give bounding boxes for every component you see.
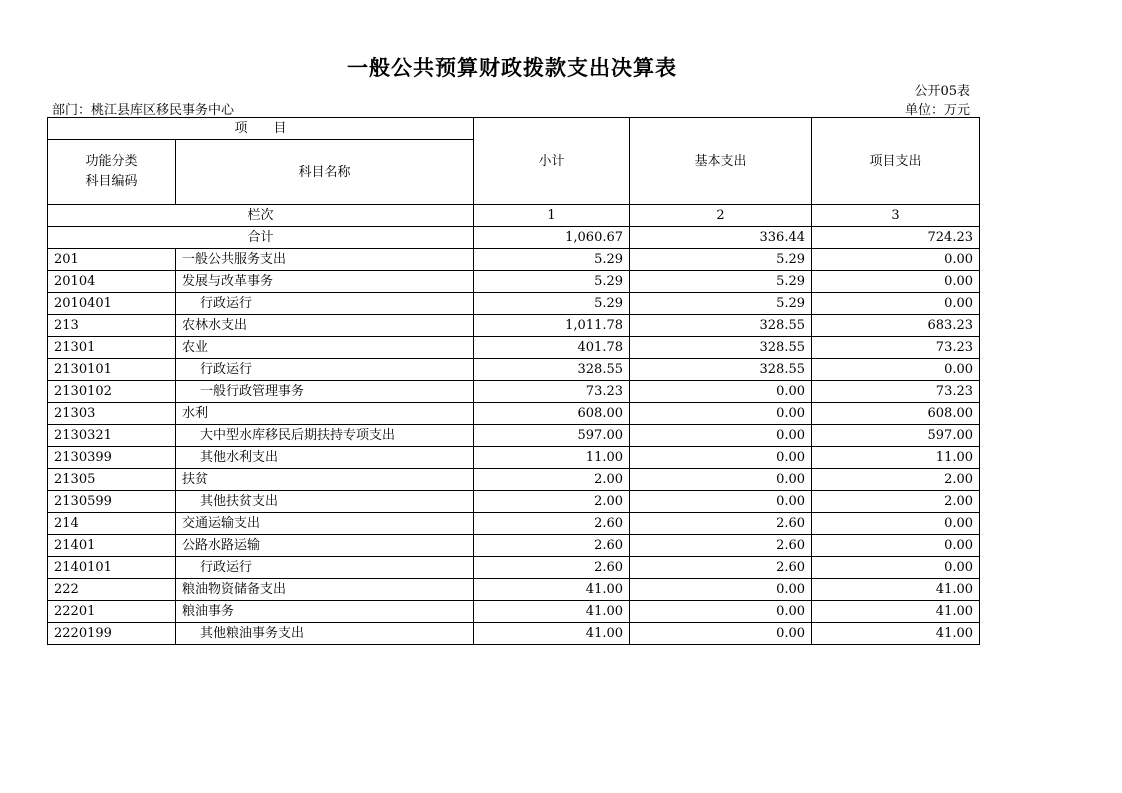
row-name: 农业 <box>176 337 474 359</box>
page-title: 一般公共预算财政拨款支出决算表 <box>347 55 677 80</box>
form-number: 公开05表 <box>914 84 970 99</box>
row-name: 大中型水库移民后期扶持专项支出 <box>176 425 474 447</box>
row-project: 608.00 <box>812 403 980 425</box>
header-project: 项目支出 <box>812 118 980 205</box>
row-code: 2130599 <box>48 491 176 513</box>
row-project: 11.00 <box>812 447 980 469</box>
unit-label: 单位：万元 <box>904 103 970 118</box>
col-label: 栏次 <box>48 205 474 227</box>
row-project: 73.23 <box>812 337 980 359</box>
table-row <box>48 271 980 293</box>
table-row <box>48 359 980 381</box>
row-code: 213 <box>48 315 176 337</box>
row-subtotal: 2.60 <box>474 557 630 579</box>
row-subtotal: 2.00 <box>474 469 630 491</box>
row-name: 粮油物资储备支出 <box>176 579 474 601</box>
row-code: 2140101 <box>48 557 176 579</box>
row-subtotal: 401.78 <box>474 337 630 359</box>
row-project: 0.00 <box>812 535 980 557</box>
row-name: 行政运行 <box>176 359 474 381</box>
table-row <box>48 469 980 491</box>
table-row <box>48 293 980 315</box>
table-row <box>48 623 980 645</box>
row-subtotal: 5.29 <box>474 293 630 315</box>
row-name: 扶贫 <box>176 469 474 491</box>
row-code: 201 <box>48 249 176 271</box>
row-basic: 328.55 <box>630 359 812 381</box>
row-code: 21301 <box>48 337 176 359</box>
col-1: 1 <box>474 205 630 227</box>
row-code: 214 <box>48 513 176 535</box>
row-subtotal: 597.00 <box>474 425 630 447</box>
row-subtotal: 41.00 <box>474 623 630 645</box>
row-project: 0.00 <box>812 271 980 293</box>
table-row <box>48 381 980 403</box>
header-basic: 基本支出 <box>630 118 812 205</box>
row-code: 2130102 <box>48 381 176 403</box>
row-basic: 328.55 <box>630 315 812 337</box>
header-item: 项 目 <box>48 118 474 140</box>
header-func-code-line2: 科目编码 <box>85 174 138 189</box>
table-row <box>48 447 980 469</box>
department-label: 部门：桃江县库区移民事务中心 <box>52 103 235 118</box>
row-project: 41.00 <box>812 601 980 623</box>
row-basic: 2.60 <box>630 513 812 535</box>
col-2: 2 <box>630 205 812 227</box>
row-project: 73.23 <box>812 381 980 403</box>
table-row <box>48 601 980 623</box>
row-subtotal: 328.55 <box>474 359 630 381</box>
row-code: 2220199 <box>48 623 176 645</box>
row-code: 21305 <box>48 469 176 491</box>
table-row <box>48 315 980 337</box>
row-code: 21303 <box>48 403 176 425</box>
row-project: 0.00 <box>812 293 980 315</box>
row-name: 行政运行 <box>176 293 474 315</box>
expenditure-table <box>47 117 980 645</box>
row-name: 发展与改革事务 <box>176 271 474 293</box>
row-basic: 0.00 <box>630 601 812 623</box>
row-project: 41.00 <box>812 623 980 645</box>
row-basic: 0.00 <box>630 403 812 425</box>
row-project: 0.00 <box>812 359 980 381</box>
table-row <box>48 579 980 601</box>
row-basic: 5.29 <box>630 271 812 293</box>
row-code: 2130399 <box>48 447 176 469</box>
row-subtotal: 1,011.78 <box>474 315 630 337</box>
row-project: 0.00 <box>812 249 980 271</box>
row-basic: 0.00 <box>630 469 812 491</box>
row-code: 2130101 <box>48 359 176 381</box>
row-subtotal: 2.00 <box>474 491 630 513</box>
total-subtotal: 1,060.67 <box>474 227 630 249</box>
col-3: 3 <box>812 205 980 227</box>
table-row <box>48 557 980 579</box>
total-label: 合计 <box>48 227 474 249</box>
row-code: 21401 <box>48 535 176 557</box>
header-func-code <box>48 140 176 205</box>
header-subject-name: 科目名称 <box>176 140 474 205</box>
table-row <box>48 249 980 271</box>
row-code: 2130321 <box>48 425 176 447</box>
table-row <box>48 403 980 425</box>
row-project: 597.00 <box>812 425 980 447</box>
table-row <box>48 513 980 535</box>
row-basic: 0.00 <box>630 491 812 513</box>
total-basic: 336.44 <box>630 227 812 249</box>
row-basic: 328.55 <box>630 337 812 359</box>
row-project: 0.00 <box>812 557 980 579</box>
row-basic: 5.29 <box>630 249 812 271</box>
row-basic: 5.29 <box>630 293 812 315</box>
row-code: 222 <box>48 579 176 601</box>
row-name: 农林水支出 <box>176 315 474 337</box>
row-subtotal: 11.00 <box>474 447 630 469</box>
row-basic: 2.60 <box>630 557 812 579</box>
row-project: 2.00 <box>812 491 980 513</box>
row-project: 41.00 <box>812 579 980 601</box>
row-project: 2.00 <box>812 469 980 491</box>
row-subtotal: 5.29 <box>474 249 630 271</box>
row-name: 粮油事务 <box>176 601 474 623</box>
row-name: 交通运输支出 <box>176 513 474 535</box>
row-code: 20104 <box>48 271 176 293</box>
row-subtotal: 41.00 <box>474 579 630 601</box>
table-row <box>48 337 980 359</box>
row-name: 一般行政管理事务 <box>176 381 474 403</box>
row-basic: 0.00 <box>630 381 812 403</box>
row-subtotal: 608.00 <box>474 403 630 425</box>
row-subtotal: 2.60 <box>474 535 630 557</box>
row-name: 其他扶贫支出 <box>176 491 474 513</box>
row-name: 一般公共服务支出 <box>176 249 474 271</box>
row-basic: 0.00 <box>630 579 812 601</box>
table-row <box>48 491 980 513</box>
row-basic: 0.00 <box>630 425 812 447</box>
row-subtotal: 73.23 <box>474 381 630 403</box>
row-name: 其他粮油事务支出 <box>176 623 474 645</box>
total-project: 724.23 <box>812 227 980 249</box>
header-func-code-line1: 功能分类 <box>85 154 138 169</box>
header-subtotal: 小计 <box>474 118 630 205</box>
row-name: 水利 <box>176 403 474 425</box>
row-basic: 2.60 <box>630 535 812 557</box>
row-subtotal: 41.00 <box>474 601 630 623</box>
table-row <box>48 535 980 557</box>
row-subtotal: 5.29 <box>474 271 630 293</box>
row-project: 0.00 <box>812 513 980 535</box>
row-code: 22201 <box>48 601 176 623</box>
row-basic: 0.00 <box>630 623 812 645</box>
row-code: 2010401 <box>48 293 176 315</box>
row-basic: 0.00 <box>630 447 812 469</box>
row-project: 683.23 <box>812 315 980 337</box>
row-name: 行政运行 <box>176 557 474 579</box>
row-subtotal: 2.60 <box>474 513 630 535</box>
table-row <box>48 425 980 447</box>
row-name: 其他水利支出 <box>176 447 474 469</box>
row-name: 公路水路运输 <box>176 535 474 557</box>
